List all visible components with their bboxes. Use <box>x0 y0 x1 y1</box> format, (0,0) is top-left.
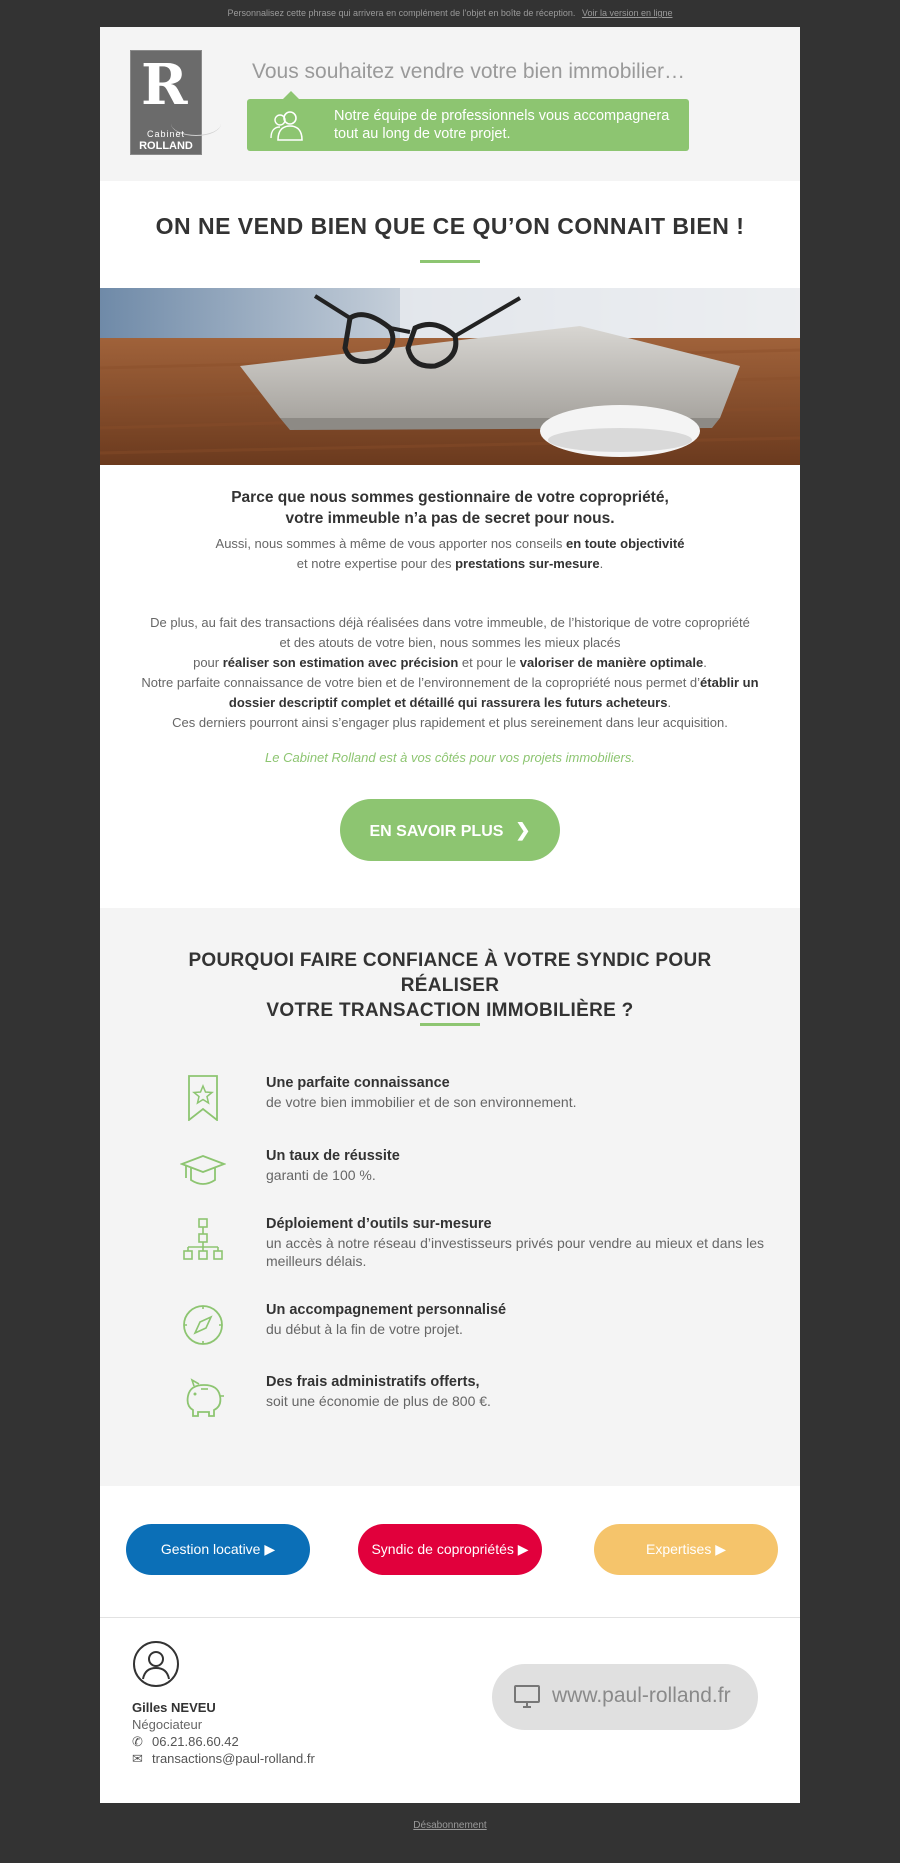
feature-description: soit une économie de plus de 800 €. <box>266 1393 491 1409</box>
p2-text-h: Notre parfaite connaissance de votre bien et de l’environnement de la copropriété nous permet d’ <box>141 675 701 690</box>
feature-title: Déploiement d’outils sur-mesure <box>266 1216 492 1232</box>
monitor-icon <box>514 1685 540 1709</box>
p1-text-e: . <box>599 556 604 571</box>
why-title-line1: POURQUOI FAIRE CONFIANCE À VOTRE SYNDIC POUR RÉALISER <box>188 950 712 996</box>
learn-more-label: EN SAVOIR PLUS <box>369 823 504 840</box>
preheader-text: Personnalisez cette phrase qui arrivera en complément de l'objet en boîte de réception. <box>227 8 576 18</box>
feature-description: garanti de 100 %. <box>266 1167 376 1183</box>
contact-role: Négociateur <box>132 1717 203 1732</box>
p1-bold-d: prestations sur-mesure <box>455 556 600 571</box>
p2-bold-d: réaliser son estimation avec précision <box>222 655 459 670</box>
why-trust-title <box>140 948 760 1023</box>
p2-text-k: Ces derniers pourront ainsi s’engager plus rapidement et plus sereinement dans leur acquisition. <box>172 715 728 730</box>
team-users-icon <box>269 108 305 142</box>
piggy-bank-icon <box>180 1374 226 1420</box>
feature-description: du début à la fin de votre projet. <box>266 1321 463 1337</box>
contact-email-row <box>132 1751 315 1767</box>
envelope-icon: ✉ <box>132 1751 143 1766</box>
p2-bold-f: valoriser de manière optimale <box>519 655 704 670</box>
intro-quote: Le Cabinet Rolland est à vos côtés pour vos projets immobiliers. <box>265 750 635 765</box>
title-divider <box>420 260 480 263</box>
website-url: www.paul-rolland.fr <box>552 1684 731 1707</box>
feature-description: de votre bien immobilier et de son environnement. <box>266 1094 577 1110</box>
user-avatar-icon <box>132 1640 180 1688</box>
cabinet-rolland-logo[interactable] <box>130 50 202 155</box>
website-button[interactable] <box>492 1664 758 1730</box>
laptop-glasses-photo <box>100 288 800 465</box>
org-chart-icon <box>180 1216 226 1262</box>
bubble-line1: Notre équipe de professionnels vous accompagnera <box>334 108 670 124</box>
team-bubble-text <box>334 107 679 143</box>
view-online-link[interactable]: Voir la version en ligne <box>581 8 673 18</box>
logo-bottom-text: ROLLAND <box>139 140 193 152</box>
preheader <box>0 0 900 27</box>
bubble-line2: tout au long de votre projet. <box>334 126 511 142</box>
p2-text-j: . <box>667 695 672 710</box>
team-bubble <box>247 99 689 151</box>
p2-text-a: De plus, au fait des transactions déjà réalisées dans votre immeuble, de l’historique de votre copropriété <box>150 615 750 630</box>
p2-text-e: et pour le <box>458 655 520 670</box>
logo-top-text: Cabinet <box>146 129 186 139</box>
p1-text-c: et notre expertise pour des <box>296 556 456 571</box>
email-header <box>100 27 800 181</box>
logo-r-mark: R <box>141 52 188 118</box>
intro-title: ON NE VEND BIEN QUE CE QU’ON CONNAIT BIEN ! <box>155 213 745 239</box>
feature-title: Une parfaite connaissance <box>266 1075 450 1091</box>
p2-text-c: pour <box>193 655 223 670</box>
p1-text-a: Aussi, nous sommes à même de vous apporter nos conseils <box>215 536 566 551</box>
lead-line2: votre immeuble n’a pas de secret pour nous. <box>285 510 615 527</box>
graduation-cap-icon <box>180 1148 226 1194</box>
compass-icon <box>180 1302 226 1348</box>
contact-name: Gilles NEVEU <box>132 1700 216 1715</box>
feature-title: Un taux de réussite <box>266 1148 400 1164</box>
intro-paragraph-1 <box>120 534 780 574</box>
why-trust-section <box>100 908 800 1486</box>
contact-section <box>100 1618 800 1803</box>
p1-bold-b: en toute objectivité <box>565 536 685 551</box>
contact-email[interactable]: transactions@paul-rolland.fr <box>152 1751 315 1766</box>
p2-bold-i: établir un dossier descriptif complet et détaillé qui rassurera les futurs acheteurs <box>228 675 759 710</box>
intro-paragraph-2 <box>120 613 780 733</box>
p2-text-g: . <box>703 655 707 670</box>
services-section <box>100 1486 800 1618</box>
bookmark-star-icon <box>180 1075 226 1121</box>
feature-title: Des frais administratifs offerts, <box>266 1374 480 1390</box>
email-container <box>100 27 800 1803</box>
header-tagline: Vous souhaitez vendre votre bien immobilier… <box>252 60 686 83</box>
contact-phone[interactable]: 06.21.86.60.42 <box>152 1734 239 1749</box>
contact-phone-row <box>132 1734 239 1750</box>
learn-more-button[interactable] <box>340 799 560 861</box>
intro-section <box>100 181 800 908</box>
syndic-coproprietes-button[interactable]: Syndic de copropriétés ▶ <box>358 1524 542 1575</box>
unsubscribe-link[interactable]: Désabonnement <box>413 1820 487 1831</box>
why-title-divider <box>420 1023 480 1026</box>
chevron-right-icon: ❯ <box>515 820 531 840</box>
p2-text-b: et des atouts de votre bien, nous sommes les mieux placés <box>279 635 621 650</box>
expertises-button[interactable]: Expertises ▶ <box>594 1524 778 1575</box>
intro-lead <box>100 487 800 529</box>
feature-description: un accès à notre réseau d’investisseurs privés pour vendre au mieux et dans les meilleurs délais. <box>266 1235 765 1269</box>
gestion-locative-button[interactable]: Gestion locative ▶ <box>126 1524 310 1575</box>
phone-icon: ✆ <box>132 1734 143 1749</box>
feature-title: Un accompagnement personnalisé <box>266 1302 507 1318</box>
lead-line1: Parce que nous sommes gestionnaire de votre copropriété, <box>231 489 669 506</box>
why-title-line2: VOTRE TRANSACTION IMMOBILIÈRE ? <box>266 1000 634 1021</box>
